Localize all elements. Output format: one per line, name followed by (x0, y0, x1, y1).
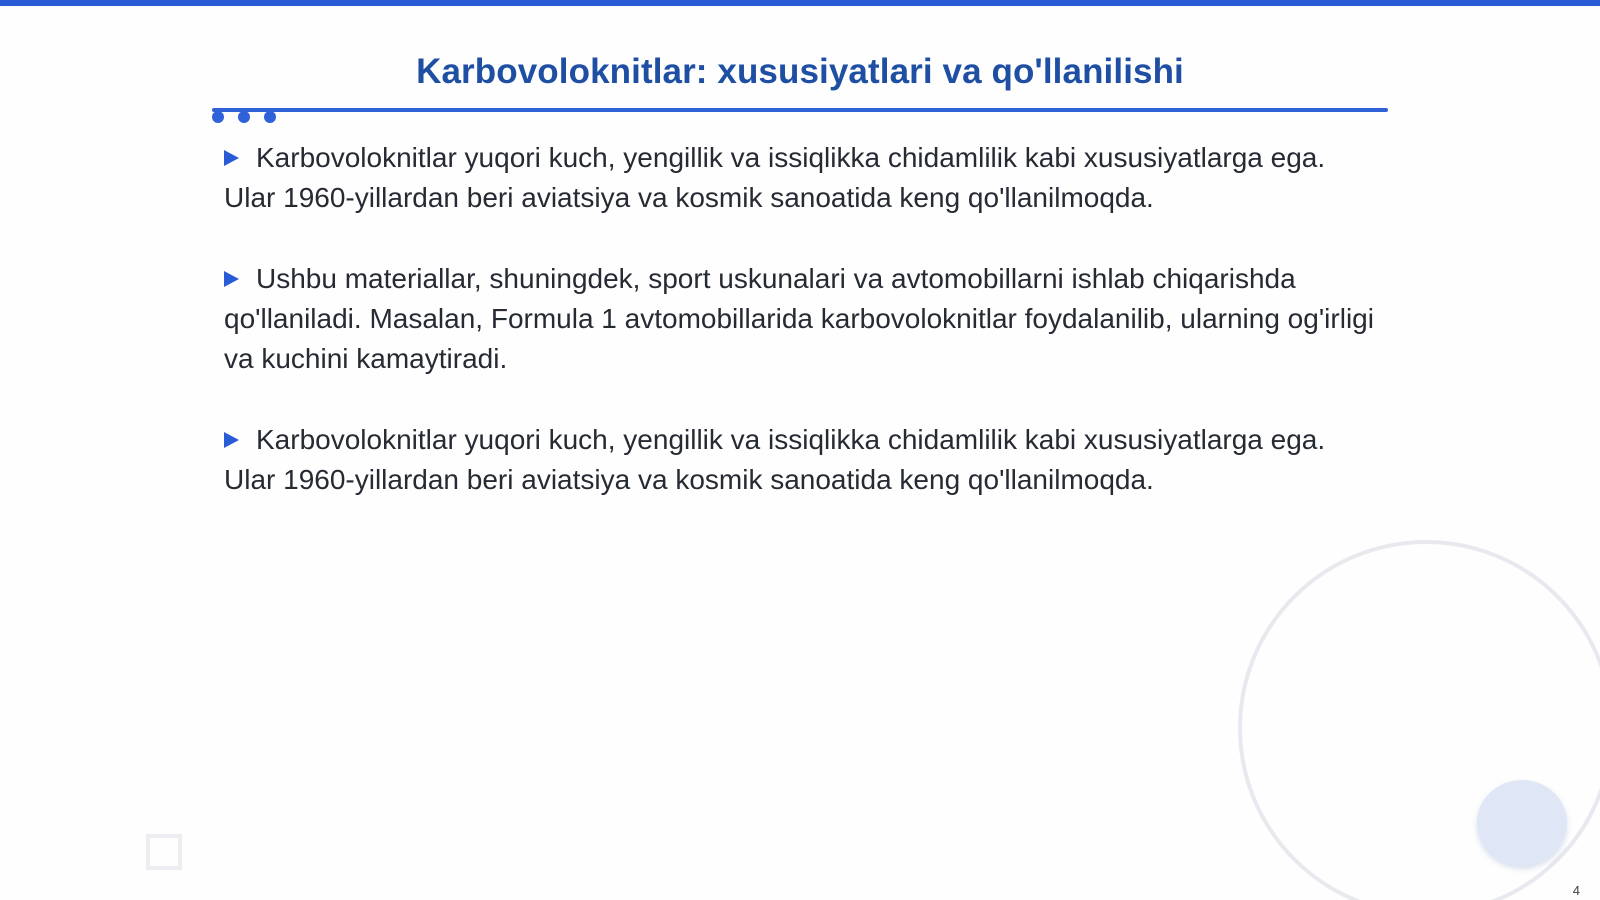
title-underline (212, 108, 1388, 112)
underline-dot (212, 111, 224, 123)
bullet-text: Ushbu materiallar, shuningdek, sport uskunalari va avtomobillarni ishlab chiqarishda qo'llaniladi. Masalan, Formula 1 avtomobillarida karbovoloknitlar foydalanilib, ularning og'irligi va kuchini kamaytiradi. (224, 263, 1374, 374)
bullet-item (224, 259, 1374, 379)
bullet-item (224, 138, 1374, 218)
underline-dot (238, 111, 250, 123)
slide-title: Karbovoloknitlar: xususiyatlari va qo'llanilishi (416, 52, 1184, 91)
triangle-right-icon (224, 271, 239, 287)
triangle-right-icon (224, 432, 239, 448)
bullet-text: Karbovoloknitlar yuqori kuch, yengillik va issiqlikka chidamlilik kabi xususiyatlarga ega. Ular 1960-yillardan beri aviatsiya va kosmik sanoatida keng qo'llanilmoqda. (224, 424, 1326, 495)
bullet-item (224, 420, 1374, 500)
decorative-circle (1477, 780, 1567, 866)
decorative-square (146, 834, 182, 870)
triangle-right-icon (224, 150, 239, 166)
underline-dot (264, 111, 276, 123)
page-number: 4 (1572, 883, 1580, 898)
top-accent-band (0, 0, 1600, 6)
bullet-text: Karbovoloknitlar yuqori kuch, yengillik va issiqlikka chidamlilik kabi xususiyatlarga ega. Ular 1960-yillardan beri aviatsiya va kosmik sanoatida keng qo'llanilmoqda. (224, 142, 1326, 213)
bullet-list (224, 138, 1374, 541)
